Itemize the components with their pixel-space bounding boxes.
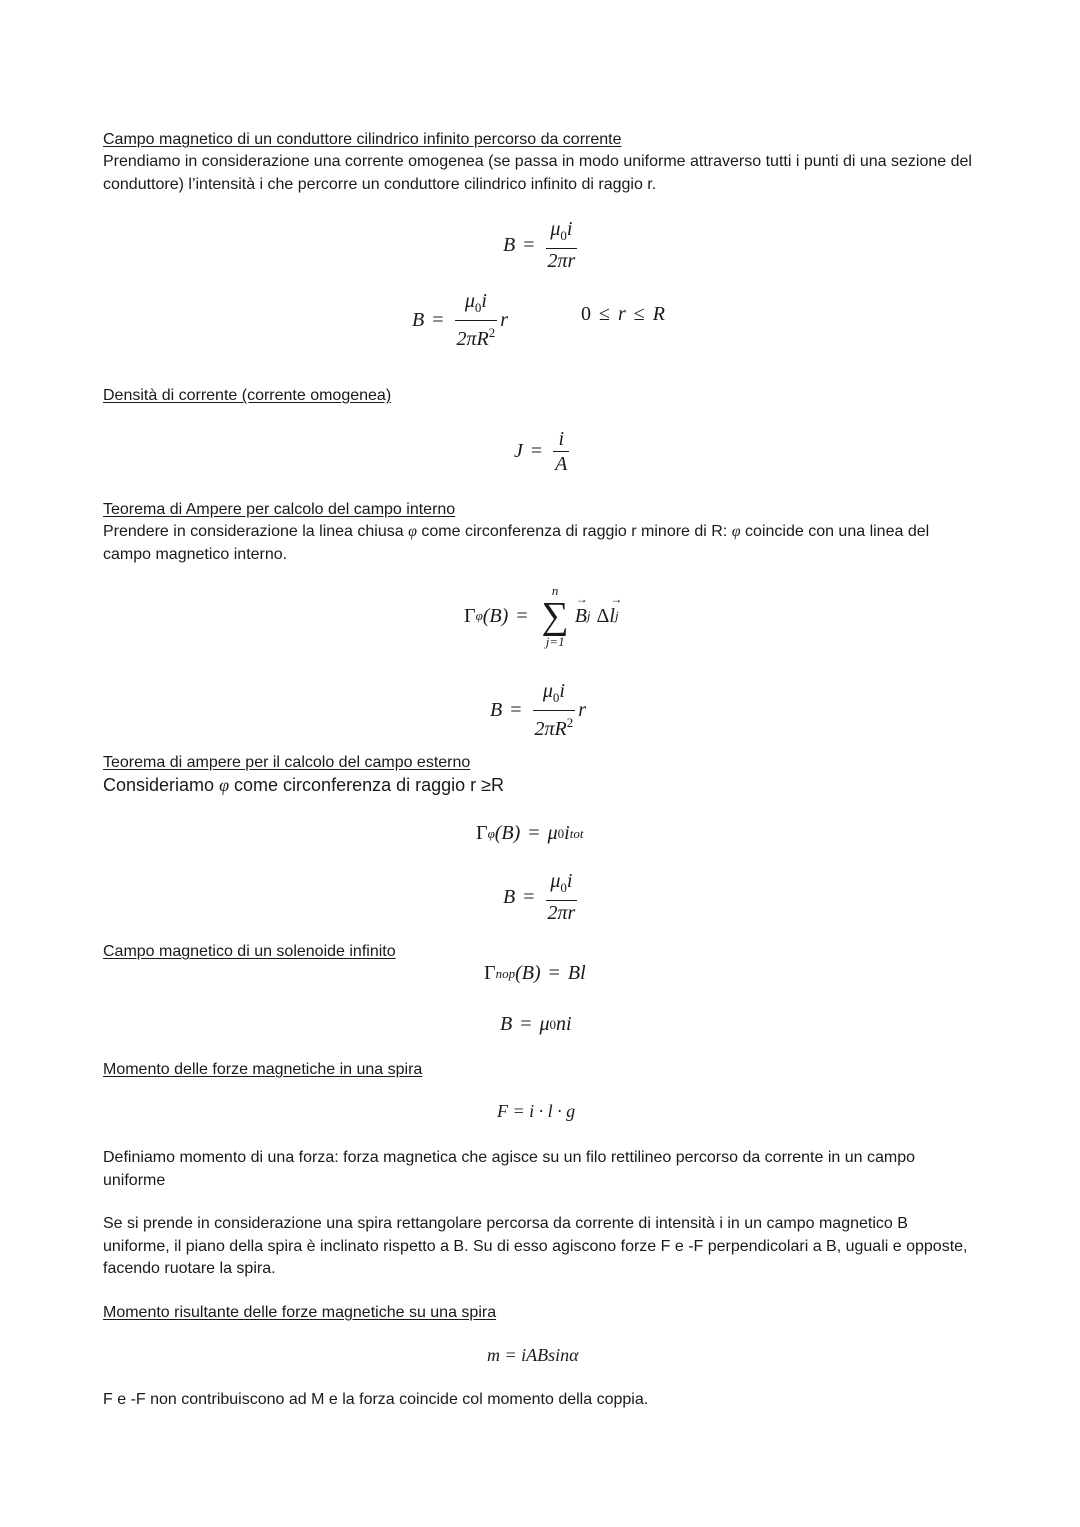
formula-b-internal-result: B = $\frac{\mu_0i}{2\pi R^2}$ r bbox=[490, 680, 587, 740]
section-heading-current-density: Densità di corrente (corrente omogenea) bbox=[103, 387, 392, 404]
formula-current-density: J = $\frac{i}{A}$ bbox=[514, 428, 568, 475]
paragraph-ampere-external: Consideriamo φ come circonferenza di raggio r ≥R bbox=[103, 775, 505, 795]
section-heading-solenoid: Campo magnetico di un solenoide infinito bbox=[103, 943, 396, 960]
section-heading-cylindrical-conductor: Campo magnetico di un conduttore cilindrico infinito percorso da corrente bbox=[103, 131, 622, 148]
formula-condition-range: 0 ≤ r ≤ R bbox=[581, 303, 665, 325]
formula-solenoid-circulation: Γ nop (B) = Bl bbox=[484, 962, 586, 984]
formula-magnetic-force: F = i · l · g bbox=[497, 1101, 576, 1121]
section-heading-loop-torque: Momento delle forze magnetiche in una spira bbox=[103, 1061, 423, 1078]
section-heading-ampere-external: Teorema di ampere per il calcolo del campo esterno bbox=[103, 754, 471, 771]
formula-magnetic-moment: m = iABsinα bbox=[487, 1345, 579, 1365]
formula-circulation-external: Γ φ (B) = μ 0 i tot bbox=[476, 822, 584, 844]
section-heading-ampere-internal: Teorema di Ampere per calcolo del campo interno bbox=[103, 501, 456, 518]
paragraph-rectangular-loop: Se si prende in considerazione una spira rettangolare percorsa da corrente di intensità i in un campo magnetico B uniforme, il piano della spira è inclinato rispetto a B. Su di esso agiscono forze F e -F perpendicolari a B, uguali e opposte, facendo ruotare la spira. bbox=[103, 1215, 968, 1277]
paragraph-force-moment-definition: Definiamo momento di una forza: forza magnetica che agisce su un filo rettilineo percorso da corrente in un campo uniforme bbox=[103, 1149, 915, 1189]
formula-b-field-wire: B = $\frac{\mu_0i}{2\pi r}$ bbox=[503, 218, 576, 272]
paragraph-conclusion: F e -F non contribuiscono ad M e la forza coincide col momento della coppia. bbox=[103, 1391, 649, 1408]
formula-solenoid-field: B = μ 0 ni bbox=[500, 1013, 572, 1035]
formula-b-external-result: B = $\frac{\mu_0i}{2\pi r}$ bbox=[503, 870, 576, 924]
paragraph-ampere-internal: Prendere in considerazione la linea chiusa φ come circonferenza di raggio r minore di R: φ coincide con una linea del campo magnetico interno. bbox=[103, 523, 930, 563]
formula-circulation-sum: Γ φ (B) = n ∑ j=1 → B j Δ → l j bbox=[464, 584, 619, 648]
section-heading-resultant-moment: Momento risultante delle forze magnetiche su una spira bbox=[103, 1304, 497, 1321]
paragraph-homogeneous-current: Prendiamo in considerazione una corrente omogenea (se passa in modo uniforme attraverso tutti i punti di una sezione del conduttore) l’intensità i che percorre un conduttore cilindrico infinito di raggio r. bbox=[103, 153, 972, 193]
formula-b-field-inside: B = $\frac{\mu_0i}{2\pi R^2}$ r bbox=[412, 290, 509, 350]
